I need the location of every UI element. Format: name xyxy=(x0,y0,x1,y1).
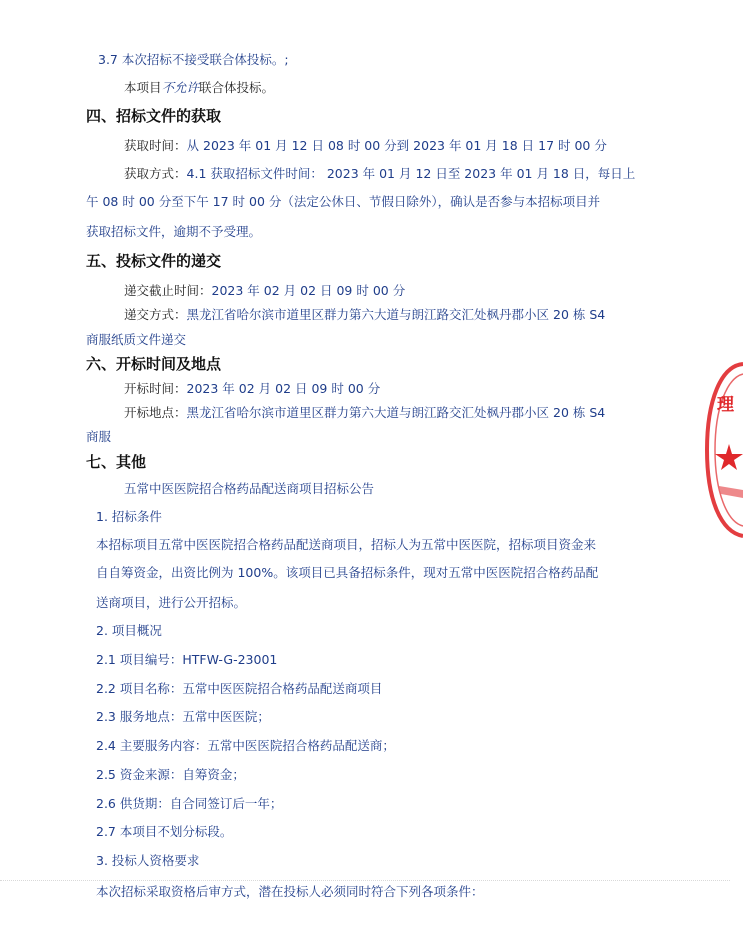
section-heading-7: 七、其他 xyxy=(86,453,147,471)
page-divider xyxy=(0,880,730,881)
acquire-time xyxy=(124,138,607,154)
consortium-note-pre: 本项目 xyxy=(124,80,162,95)
submit-deadline xyxy=(124,283,405,299)
consortium-note-italic: 不允许 xyxy=(161,80,200,95)
item-1-heading: 1. 招标条件 xyxy=(96,509,162,524)
item-2-7: 2.7 本项目不划分标段。 xyxy=(96,824,233,839)
opening-place xyxy=(124,405,605,421)
item-3-heading: 3. 投标人资格要求 xyxy=(96,853,200,868)
consortium-note xyxy=(124,80,274,96)
consortium-note-post: 联合体投标。 xyxy=(199,80,275,95)
section-heading-4: 四、招标文件的获取 xyxy=(86,107,222,125)
svg-text:理: 理 xyxy=(717,395,734,415)
submit-deadline-label: 递交截止时间： xyxy=(124,283,212,298)
submit-method-value: 黑龙江省哈尔滨市道里区群力第六大道与朗江路交汇处枫丹郡小区 20 栋 S4 xyxy=(186,307,606,322)
item-1-text-1: 本招标项目五常中医医院招合格药品配送商项目，招标人为五常中医医院，招标项目资金来 xyxy=(96,537,597,552)
acquire-method-line3: 获取招标文件，逾期不予受理。 xyxy=(86,224,262,239)
acquire-method xyxy=(124,166,635,182)
item-2-3: 2.3 服务地点：五常中医医院； xyxy=(96,709,270,724)
submit-method-line2: 商服纸质文件递交 xyxy=(86,332,187,347)
opening-time-value: 2023 年 02 月 02 日 09 时 00 分 xyxy=(186,381,381,396)
item-2-6: 2.6 供货期：自合同签订后一年； xyxy=(96,796,283,811)
opening-time xyxy=(124,381,380,397)
section-heading-6: 六、开标时间及地点 xyxy=(86,355,222,373)
item-2-4: 2.4 主要服务内容：五常中医医院招合格药品配送商； xyxy=(96,738,395,753)
item-2-1: 2.1 项目编号：HTFW-G-23001 xyxy=(96,652,278,667)
submit-deadline-value: 2023 年 02 月 02 日 09 时 00 分 xyxy=(211,283,406,298)
announcement-title: 五常中医医院招合格药品配送商项目招标公告 xyxy=(124,481,375,496)
acquire-method-value: 4.1 获取招标文件时间： 2023 年 01 月 12 日至 2023 年 01 月 18 日，每日上 xyxy=(186,166,636,181)
submit-method-label: 递交方式： xyxy=(124,307,187,322)
item-2-5: 2.5 资金来源：自筹资金； xyxy=(96,767,245,782)
opening-place-label: 开标地点： xyxy=(124,405,187,420)
section-heading-5: 五、投标文件的递交 xyxy=(86,252,222,270)
item-3-text: 本次招标采取资格后审方式，潜在投标人必须同时符合下列各项条件： xyxy=(96,884,484,899)
acquire-time-label: 获取时间： xyxy=(124,138,187,153)
item-2-heading: 2. 项目概况 xyxy=(96,623,162,638)
item-1-text-3: 送商项目，进行公开招标。 xyxy=(96,595,247,610)
acquire-method-line2: 午 08 时 00 分至下午 17 时 00 分（法定公休日、节假日除外），确认是否参与本招标项目并 xyxy=(86,194,601,209)
clause-3-7: 3.7 本次招标不接受联合体投标。; xyxy=(98,52,289,67)
opening-time-label: 开标时间： xyxy=(124,381,187,396)
acquire-method-label: 获取方式： xyxy=(124,166,187,181)
acquire-time-value: 从 2023 年 01 月 12 日 08 时 00 分到 2023 年 01 月 18 日 17 时 00 分 xyxy=(186,138,607,153)
opening-place-value: 黑龙江省哈尔滨市道里区群力第六大道与朗江路交汇处枫丹郡小区 20 栋 S4 xyxy=(186,405,606,420)
opening-place-line2: 商服 xyxy=(86,429,112,444)
seal-stamp xyxy=(703,360,743,540)
submit-method xyxy=(124,307,605,323)
item-2-2: 2.2 项目名称：五常中医医院招合格药品配送商项目 xyxy=(96,681,383,696)
item-1-text-2: 自自筹资金，出资比例为 100%。该项目已具备招标条件，现对五常中医医院招合格药品配 xyxy=(96,565,599,580)
